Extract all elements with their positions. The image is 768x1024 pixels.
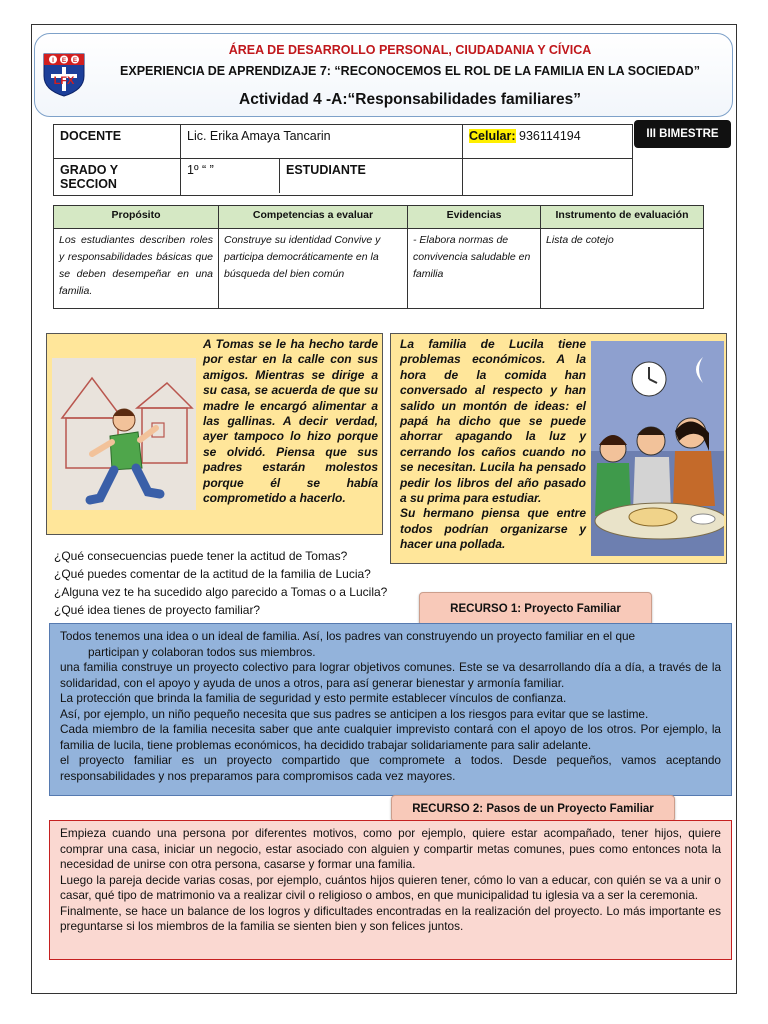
recurso-2-p3: Finalmente, se hace un balance de los logros y dificultades encontradas en la realización del proyecto. Lo más importante es preguntarse si los miembros de la familia se sienten bien y son felices juntos. (60, 903, 721, 933)
school-logo (40, 50, 88, 98)
recurso-1-p1: Todos tenemos una idea o un ideal de familia. Así, los padres van construyendo un proyecto familiar en el que (60, 629, 636, 643)
recurso-1-p4: Así, por ejemplo, un niño pequeño necesita que sus padres se anticipen a los riesgos para evitar que se lastime. (60, 706, 649, 721)
competencies-table (53, 205, 704, 309)
docente-label: DOCENTE (54, 125, 181, 159)
recurso-1-p2: una familia construye un proyecto colectivo para lograr objetivos comunes. Este se va desarrollando día a día, a través de la solidaridad, con el apoyo y ayuda de unos a otros, para así generar bienestar y armonía familiar. (60, 660, 721, 690)
estudiante-value[interactable] (463, 159, 633, 196)
boy-running-illustration (52, 358, 196, 510)
celular-value: 936114194 (519, 129, 581, 143)
lucila-story-part2: Su hermano piensa que entre todos podrían organizarse y hacer una pollada. (400, 506, 586, 552)
evidencias-text: - Elabora normas de convivencia saludable en familia (408, 229, 541, 309)
question-1: ¿Qué consecuencias puede tener la actitud de Tomas? (54, 549, 348, 563)
recurso-1-p3: La protección que brinda la familia de seguridad y esto permite establecer vínculos de confianza. (60, 691, 567, 705)
svg-text:I: I (52, 57, 54, 64)
svg-text:E: E (61, 57, 67, 64)
bimestre-badge: III BIMESTRE (634, 120, 731, 148)
grado-label: GRADO Y SECCION (54, 159, 181, 196)
recurso-1-p6: el proyecto familiar es un proyecto compartido que compromete a todos. Desde pequeños, vamos aceptando responsabilidades y nos preparamos para compromisos cada vez mayores. (60, 753, 721, 783)
proposito-text: Los estudiantes describen roles y responsabilidades básicas que se deben desempeñar en una familia. (54, 229, 219, 309)
svg-text:E: E (72, 57, 78, 64)
recurso-1-box (49, 623, 732, 796)
competencias-text: Construye su identidad Convive y participa democráticamente en la búsqueda del bien común (219, 229, 408, 309)
info-table (53, 124, 633, 196)
grado-split (181, 159, 463, 196)
tomas-story-text: A Tomas se le ha hecho tarde por estar en la calle con sus amigos. Mientras se dirige a su casa, se acuerda de que su madre le encargó alimentar a las gallinas. A decir verdad, ayer tampoco lo hizo porque se olvidó. Piensa que sus padres estarán molestos porque él se había comprometido a hacerlo. (203, 337, 378, 506)
recurso-1-label: RECURSO 1: Proyecto Familiar (419, 592, 652, 626)
recurso-1-p5: Cada miembro de la familia necesita saber que ante cualquier imprevisto contará con el apoyo de los otros. Por ejemplo, la familia de lucila, tiene problemas económicos, ha decidido trabajar solidariamente para salir adelante. (60, 722, 721, 752)
celular-label: Celular: (469, 129, 516, 143)
recurso-2-label: RECURSO 2: Pasos de un Proyecto Familiar (391, 795, 675, 822)
lucila-story-part1: La familia de Lucila tiene problemas económicos. A la hora de la comida han conversado al respecto y han salido un montón de ideas: el papá ha dicho que se puede ahorrar apagando la luz y cerrando los caños cuando no se necesitan. Lucila ha pensado pedir los libros del año pasado a su prima para estudiar. (400, 337, 586, 506)
recurso-2-p1: Empieza cuando una persona por diferentes motivos, como por ejemplo, quiere estar acompañado, tener hijos, quiere comprar una casa, iniciar un negocio, estar asociado con alguien y compartir metas comunes, pues como entonces nota la necesidad de unirse con otra persona, casarse y formar una familia. (60, 826, 721, 871)
experience-title: EXPERIENCIA DE APRENDIZAJE 7: “RECONOCEMOS EL ROL DE LA FAMILIA EN LA SOCIEDAD” (120, 64, 700, 78)
question-4: ¿Qué idea tienes de proyecto familiar? (54, 603, 261, 617)
family-dinner-illustration (591, 341, 724, 556)
recurso-2-box (49, 820, 732, 960)
grado-value: 1º “ ” (181, 159, 280, 193)
header-evidencias: Evidencias (408, 206, 541, 229)
recurso-2-p2: Luego la pareja decide varias cosas, por ejemplo, cuántos hijos quieren tener, cómo lo van a educar, con quién se va a unir o casar, qué tipo de matrimonio va a realizar civil o religioso o ambos, en que municipalidad tu iglesia va a ser la ceremonia. (60, 872, 721, 902)
question-3: ¿Alguna vez te ha sucedido algo parecido a Tomas o a Lucila? (54, 585, 388, 599)
header-proposito: Propósito (54, 206, 219, 229)
docente-value: Lic. Erika Amaya Tancarin (181, 125, 463, 159)
area-title: ÁREA DE DESARROLLO PERSONAL, CIUDADANIA Y CÍVICA (228, 43, 592, 57)
estudiante-label: ESTUDIANTE (286, 163, 366, 177)
instrumento-text: Lista de cotejo (541, 229, 704, 309)
header-instrumento: Instrumento de evaluación (541, 206, 704, 229)
lucila-story-text (400, 337, 586, 553)
activity-title: Actividad 4 -A:“Responsabilidades familiares” (239, 91, 581, 108)
celular-cell (463, 125, 633, 159)
svg-text:LFX: LFX (53, 75, 75, 87)
recurso-1-p1b: participan y colaboran todos sus miembros. (88, 644, 316, 659)
question-2: ¿Qué puedes comentar de la actitud de la familia de Lucia? (54, 567, 371, 581)
header-competencias: Competencias a evaluar (219, 206, 408, 229)
